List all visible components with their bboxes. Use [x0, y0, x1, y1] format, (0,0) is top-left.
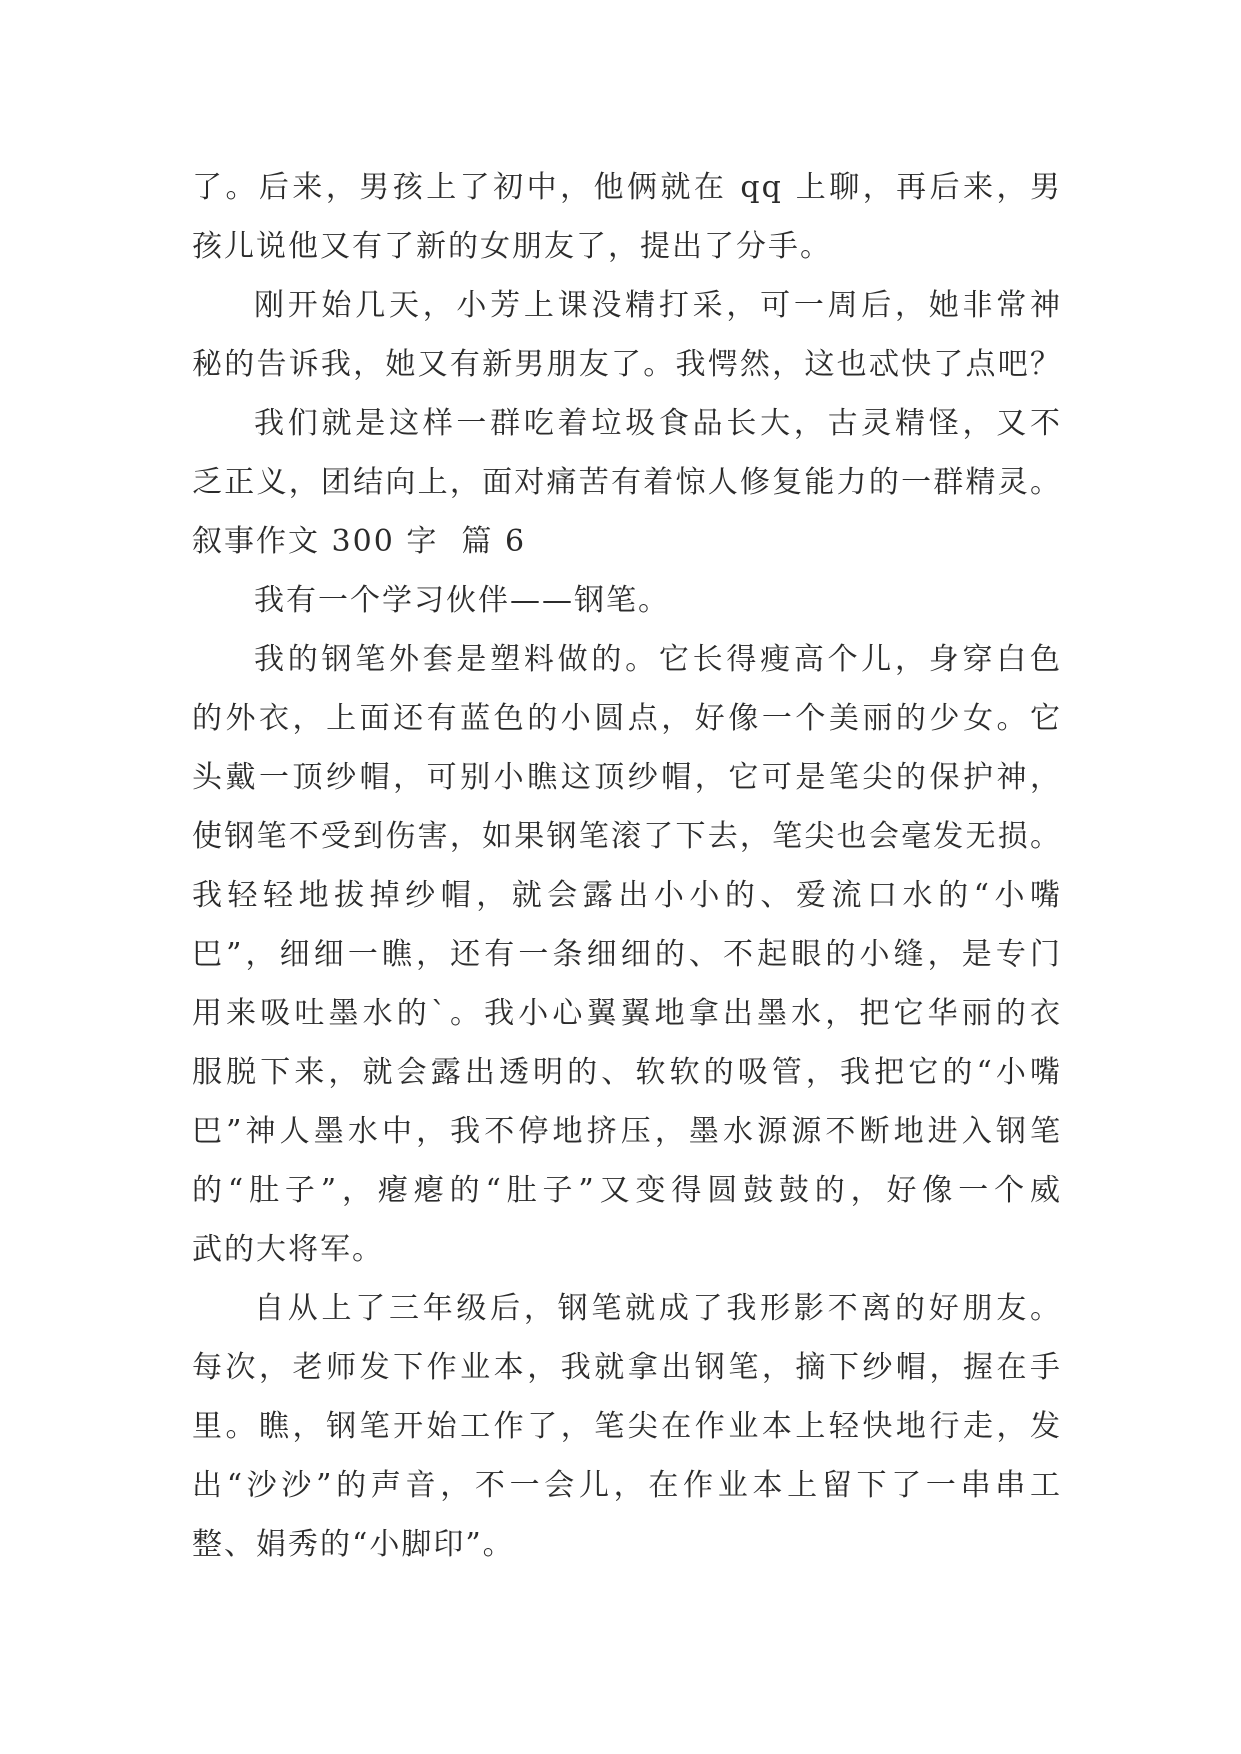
text-line: 孩儿说他又有了新的女朋友了，提出了分手。: [192, 229, 832, 264]
text-line: 里。瞧，钢笔开始工作了，笔尖在作业本上轻快地行走，发: [192, 1409, 1062, 1444]
paragraph-first-line: 我的钢笔外套是塑料做的。它长得瘦高个儿，身穿白色: [254, 642, 1062, 677]
text-line: 我轻轻地拔掉纱帽，就会露出小小的、爱流口水的“小嘴: [192, 878, 1062, 913]
paragraph-first-line: 我有一个学习伙伴——钢笔。: [254, 583, 670, 618]
paragraph-first-line: 刚开始几天，小芳上课没精打采，可一周后，她非常神: [254, 288, 1062, 323]
text-line: 头戴一顶纱帽，可别小瞧这顶纱帽，它可是笔尖的保护神，: [192, 760, 1062, 795]
text-line: 用来吸吐墨水的`。我小心翼翼地拿出墨水，把它华丽的衣: [192, 996, 1062, 1031]
text-line: 整、娟秀的“小脚印”。: [192, 1527, 515, 1562]
text-line: 乏正义，团结向上，面对痛苦有着惊人修复能力的一群精灵。: [192, 465, 1062, 500]
text-line: 了。后来，男孩上了初中，他俩就在 qq 上聊，再后来，男: [192, 170, 1062, 205]
text-line: 出“沙沙”的声音，不一会儿，在作业本上留下了一串串工: [192, 1468, 1062, 1503]
text-line: 的外衣，上面还有蓝色的小圆点，好像一个美丽的少女。它: [192, 701, 1062, 736]
text-line: 服脱下来，就会露出透明的、软软的吸管，我把它的“小嘴: [192, 1055, 1062, 1090]
text-line: 巴”神人墨水中，我不停地挤压，墨水源源不断地进入钢笔: [192, 1114, 1062, 1149]
paragraph-first-line: 我们就是这样一群吃着垃圾食品长大，古灵精怪，又不: [254, 406, 1062, 441]
section-heading: 叙事作文 300 字 篇 6: [192, 524, 527, 559]
essay-text: [192, 158, 1062, 1574]
text-line: 使钢笔不受到伤害，如果钢笔滚了下去，笔尖也会毫发无损。: [192, 819, 1062, 854]
text-line: 每次，老师发下作业本，我就拿出钢笔，摘下纱帽，握在手: [192, 1350, 1062, 1385]
paragraph-first-line: 自从上了三年级后，钢笔就成了我形影不离的好朋友。: [254, 1291, 1062, 1326]
text-line: 的“肚子”，瘪瘪的“肚子”又变得圆鼓鼓的，好像一个威: [192, 1173, 1062, 1208]
text-line: 武的大将军。: [192, 1232, 384, 1267]
text-line: 秘的告诉我，她又有新男朋友了。我愕然，这也忒快了点吧？: [192, 347, 1062, 382]
text-line: 巴”，细细一瞧，还有一条细细的、不起眼的小缝，是专门: [192, 937, 1062, 972]
